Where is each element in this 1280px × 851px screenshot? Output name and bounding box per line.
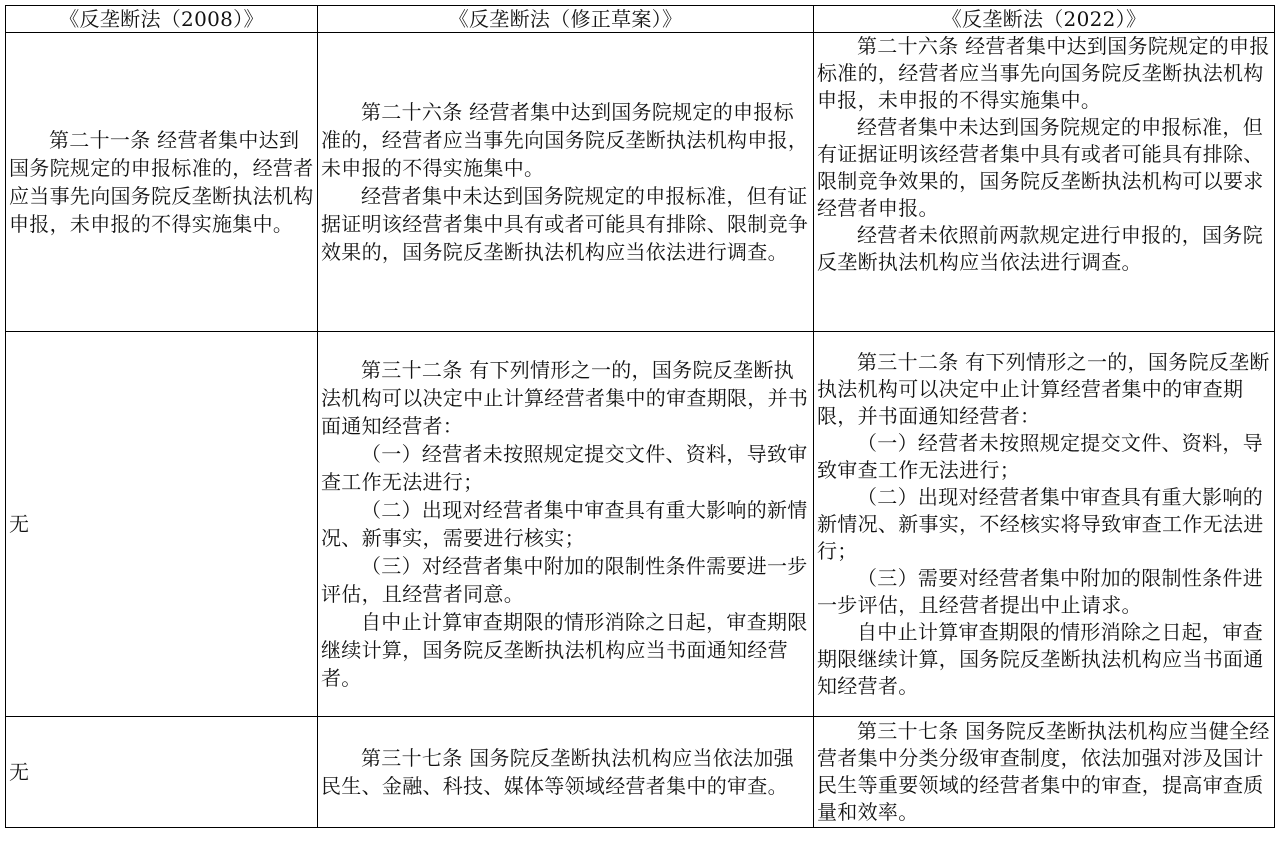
none-text: 无 bbox=[9, 512, 30, 536]
list-item: （二）出现对经营者集中审查具有重大影响的新情况、新事实，不经核实将导致审查工作无法进行； bbox=[817, 484, 1264, 563]
cell-2022-article-32 bbox=[814, 332, 1275, 717]
table-row bbox=[6, 717, 1275, 828]
cell-draft-article-37 bbox=[318, 717, 814, 828]
paragraph: 第三十二条 有下列情形之一的，国务院反垄断执法机构可以决定中止计算经营者集中的审查期限，并书面通知经营者： bbox=[817, 349, 1270, 428]
header-row bbox=[6, 6, 1275, 33]
table-row bbox=[6, 33, 1275, 332]
header-2008: 《反垄断法（2008）》 bbox=[6, 6, 318, 33]
list-item: （三）对经营者集中附加的限制性条件需要进一步评估，且经营者同意。 bbox=[321, 554, 808, 606]
paragraph: 第三十七条 国务院反垄断执法机构应当依法加强民生、金融、科技、媒体等领域经营者集中的审查。 bbox=[321, 746, 794, 798]
list-item: （一）经营者未按照规定提交文件、资料，导致审查工作无法进行； bbox=[817, 430, 1263, 482]
header-2022: 《反垄断法（2022）》 bbox=[814, 6, 1275, 33]
paragraph: 经营者集中未达到国务院规定的申报标准，但有证据证明该经营者集中具有或者可能具有排除、限制竞争效果的，国务院反垄断执法机构可以要求经营者申报。 bbox=[817, 115, 1264, 220]
cell-draft-article-32 bbox=[318, 332, 814, 717]
cell-2008-article-21 bbox=[6, 33, 318, 332]
paragraph: 第三十二条 有下列情形之一的，国务院反垄断执法机构可以决定中止计算经营者集中的审查期限，并书面通知经营者： bbox=[321, 358, 809, 438]
paragraph: 第三十七条 国务院反垄断执法机构应当健全经营者集中分类分级审查制度，依法加强对涉及国计民生等重要领域的经营者集中的审查，提高审查质量和效率。 bbox=[817, 719, 1270, 824]
header-draft: 《反垄断法（修正草案）》 bbox=[318, 6, 814, 33]
list-item: （三）需要对经营者集中附加的限制性条件进一步评估，且经营者提出中止请求。 bbox=[817, 565, 1263, 617]
comparison-table bbox=[5, 5, 1275, 828]
paragraph: 自中止计算审查期限的情形消除之日起，审查期限继续计算，国务院反垄断执法机构应当书面通知经营者。 bbox=[817, 619, 1264, 698]
cell-2008-none bbox=[6, 717, 318, 828]
cell-2022-article-37 bbox=[814, 717, 1275, 828]
paragraph: 经营者未依照前两款规定进行申报的，国务院反垄断执法机构应当依法进行调查。 bbox=[817, 223, 1263, 274]
paragraph: 第二十六条 经营者集中达到国务院规定的申报标准的，经营者应当事先向国务院反垄断执法机构申报，未申报的不得实施集中。 bbox=[321, 100, 809, 180]
cell-draft-article-26 bbox=[318, 33, 814, 332]
cell-2008-none bbox=[6, 332, 318, 717]
paragraph: 第二十一条 经营者集中达到国务院规定的申报标准的，经营者应当事先向国务院反垄断执法机构申报，未申报的不得实施集中。 bbox=[9, 128, 314, 236]
list-item: （一）经营者未按照规定提交文件、资料，导致审查工作无法进行； bbox=[321, 442, 808, 494]
paragraph: 经营者集中未达到国务院规定的申报标准，但有证据证明该经营者集中具有或者可能具有排除、限制竞争效果的，国务院反垄断执法机构应当依法进行调查。 bbox=[321, 184, 809, 264]
cell-2022-article-26 bbox=[814, 33, 1275, 332]
table-row bbox=[6, 332, 1275, 717]
paragraph: 自中止计算审查期限的情形消除之日起，审查期限继续计算，国务院反垄断执法机构应当书面通知经营者。 bbox=[321, 610, 808, 690]
paragraph: 第二十六条 经营者集中达到国务院规定的申报标准的，经营者应当事先向国务院反垄断执法机构申报，未申报的不得实施集中。 bbox=[817, 34, 1270, 112]
list-item: （二）出现对经营者集中审查具有重大影响的新情况、新事实，需要进行核实； bbox=[321, 498, 808, 550]
none-text: 无 bbox=[9, 760, 30, 784]
